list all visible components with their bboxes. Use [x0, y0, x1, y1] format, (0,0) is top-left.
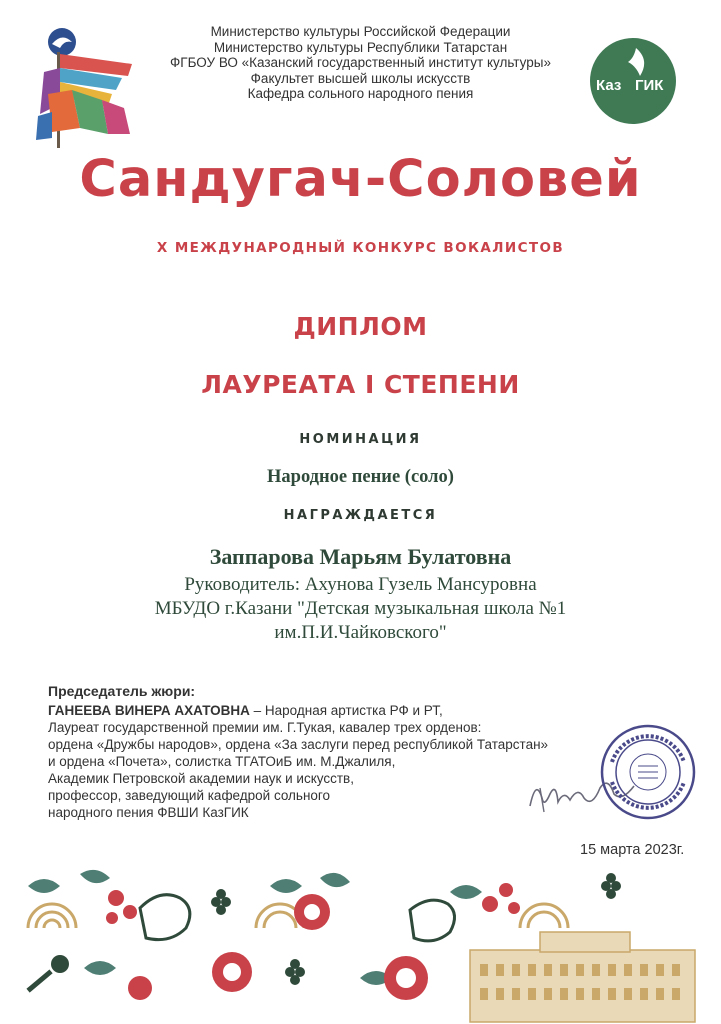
festival-logo: [32, 24, 142, 152]
diploma-title: ДИПЛОМ: [293, 312, 428, 341]
jury-line: и ордена «Почета», солистка ТГАТОиБ им. М.Джалиля,: [48, 754, 396, 769]
school-line-1: МБУДО г.Казани "Детская музыкальная школа №1: [154, 598, 567, 619]
logo-text-right: ГИК: [635, 77, 664, 94]
header-line: Кафедра сольного народного пения: [247, 86, 474, 101]
competition-subtitle: X МЕЖДУНАРОДНЫЙ КОНКУРС ВОКАЛИСТОВ: [156, 240, 565, 256]
decorative-ornament-band: [20, 868, 701, 1024]
logo-text-left: Каз: [596, 77, 622, 94]
jury-chair-line: [48, 702, 608, 719]
school-line-2: им.П.И.Чайковского": [274, 622, 447, 643]
jury-line: ордена «Дружбы народов», ордена «За заслуги перед республикой Татарстан»: [48, 737, 549, 752]
nomination-value: Народное пение (соло): [267, 467, 454, 487]
nomination-label: НОМИНАЦИЯ: [299, 432, 422, 447]
jury-chair-name: ГАНЕЕВА ВИНЕРА АХАТОВНА: [48, 703, 250, 718]
header-line: Министерство культуры Российской Федерации: [210, 24, 511, 39]
diploma-degree: ЛАУРЕАТА I СТЕПЕНИ: [201, 370, 520, 399]
awarded-label: НАГРАЖДАЕТСЯ: [283, 508, 438, 523]
competition-title: Сандугач-Соловей: [79, 150, 642, 209]
issue-date: 15 марта 2023г.: [580, 842, 685, 858]
header-line: Министерство культуры Республики Татарстан: [213, 39, 508, 55]
jury-line: народного пения ФВШИ КазГИК: [48, 805, 249, 820]
jury-line: Академик Петровской академии наук и искусств,: [48, 771, 354, 786]
jury-chair-title: – Народная артистка РФ и РТ,: [249, 703, 443, 718]
jury-line: Лауреат государственной премии им. Г.Тукая, кавалер трех орденов:: [48, 720, 482, 735]
supervisor-line: Руководитель: Ахунова Гузель Мансуровна: [184, 574, 537, 595]
jury-heading: Председатель жюри:: [48, 683, 196, 699]
official-stamp: [598, 722, 698, 822]
header-line: ФГБОУ ВО «Казанский государственный институт культуры»: [170, 55, 551, 70]
jury-line: профессор, заведующий кафедрой сольного: [48, 788, 331, 803]
header-line: Факультет высшей школы искусств: [250, 70, 471, 86]
kazgik-logo: [588, 36, 678, 126]
recipient-name: Заппарова Марьям Булатовна: [209, 544, 512, 569]
